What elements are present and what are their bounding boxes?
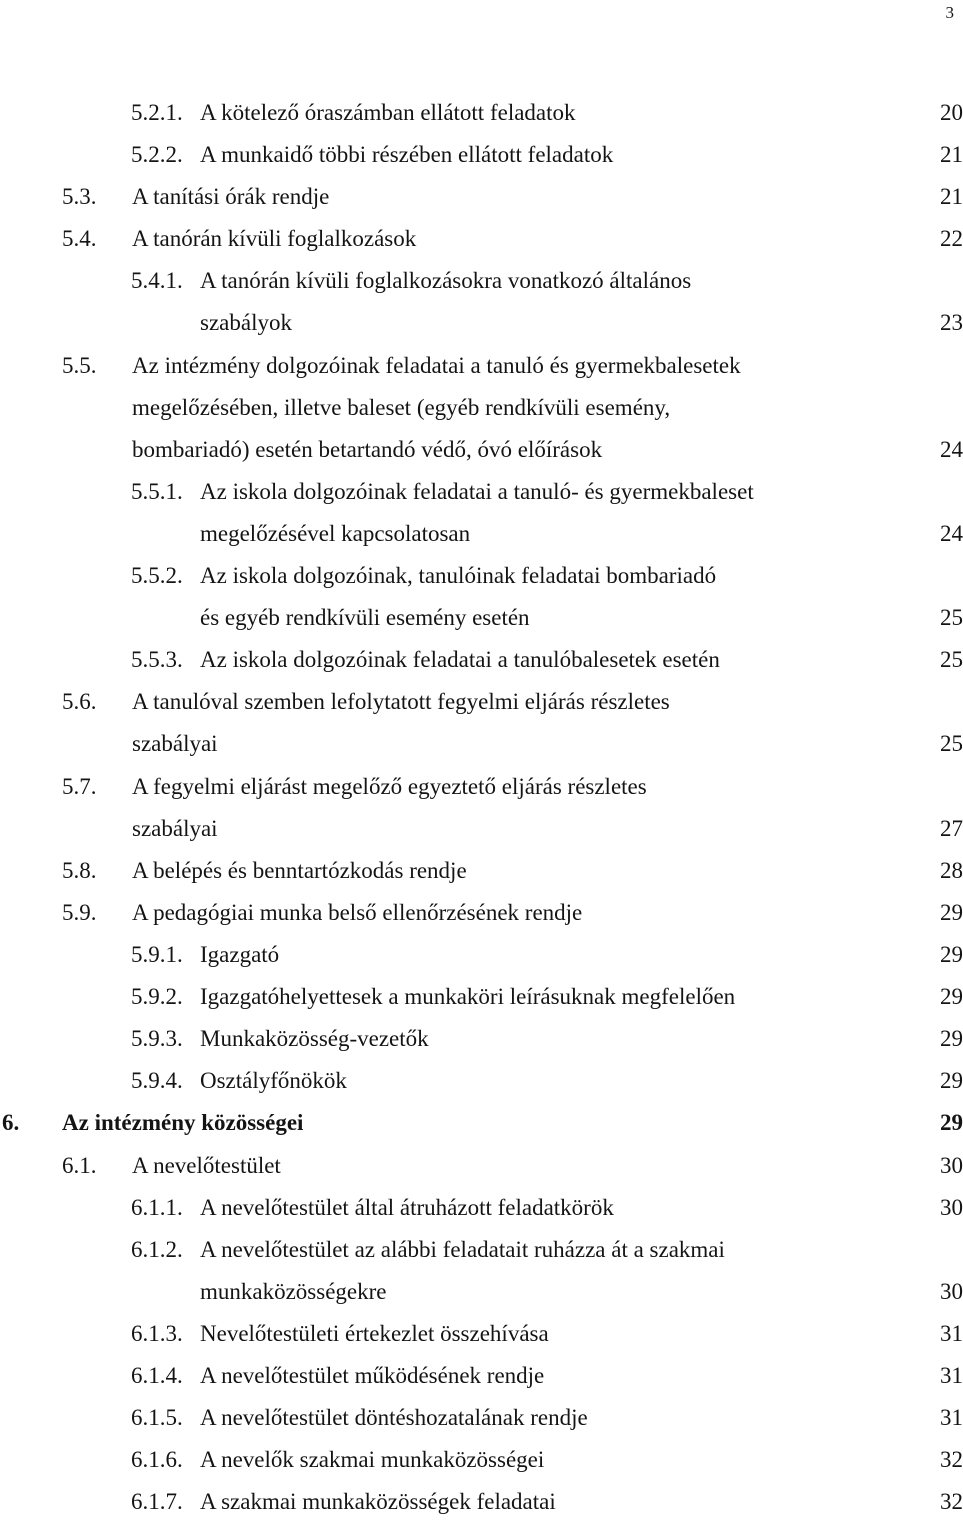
- toc-entry-title-line: szabályok: [200, 310, 292, 336]
- toc-entry-title-line: A tanórán kívüli foglalkozások: [132, 226, 417, 252]
- toc-entry[interactable]: [0, 1145, 963, 1187]
- toc-entry-number: 6.1.6.: [131, 1447, 183, 1473]
- toc-entry[interactable]: [0, 176, 963, 218]
- toc-entry-title-line: A nevelőtestület: [132, 1152, 281, 1178]
- toc-entry-page-number: 25: [940, 605, 963, 631]
- toc-entry-title-line: megelőzésével kapcsolatosan: [200, 520, 471, 546]
- toc-entry-page-number: 30: [940, 1152, 963, 1178]
- toc-entry-title-line: Az iskola dolgozóinak feladatai a tanuló- és gyermekbaleset: [200, 478, 754, 504]
- toc-entry-page-number: 29: [940, 1110, 963, 1136]
- toc-entry-number: 6.1.2.: [131, 1236, 183, 1262]
- toc-entry-title-line: A nevelőtestület döntéshozatalának rendje: [200, 1405, 588, 1431]
- toc-entry-page-number: 21: [940, 142, 963, 168]
- toc-entry-page-number: 28: [940, 857, 963, 883]
- toc-entry-number: 5.4.: [62, 226, 97, 252]
- toc-entry-number: 6.1.: [62, 1152, 97, 1178]
- toc-entry-title-line: A nevelőtestület által átruházott feladatkörök: [200, 1194, 614, 1220]
- toc-entry[interactable]: [0, 1439, 963, 1481]
- toc-entry[interactable]: [0, 766, 963, 850]
- toc-entry-page-number: 31: [940, 1363, 963, 1388]
- toc-entry-number: 5.7.: [62, 773, 97, 799]
- toc-entry-title-line: és egyéb rendkívüli esemény esetén: [200, 605, 530, 631]
- toc-entry-number: 6.1.1.: [131, 1194, 183, 1220]
- toc-entry-title-line: A tanulóval szemben lefolytatott fegyelmi eljárás részletes: [132, 689, 670, 715]
- toc-entry-page-number: 32: [940, 1447, 963, 1473]
- toc-entry-number: 5.9.4.: [131, 1068, 183, 1094]
- toc-entry[interactable]: [0, 260, 963, 344]
- toc-entry[interactable]: [0, 1060, 963, 1102]
- toc-entry-number: 6.1.4.: [131, 1363, 183, 1388]
- toc-entry-number: 5.3.: [62, 184, 97, 210]
- toc-entry-title-line: A tanítási órák rendje: [132, 184, 330, 210]
- toc-entry-page-number: 25: [940, 731, 963, 757]
- toc-entry-title-line: Igazgató: [200, 942, 280, 967]
- toc-entry-number: 5.5.: [62, 352, 97, 378]
- toc-entry-title-line: A munkaidő többi részében ellátott feladatok: [200, 142, 614, 168]
- toc-entry-title-line: A kötelező óraszámban ellátott feladatok: [200, 100, 576, 125]
- toc-entry-page-number: 29: [940, 899, 963, 925]
- toc-entry[interactable]: [0, 1187, 963, 1229]
- toc-entry-title-line: Az intézmény dolgozóinak feladatai a tanuló és gyermekbalesetek: [132, 352, 741, 378]
- toc-entry-title-line: szabályai: [132, 731, 218, 757]
- toc-entry-page-number: 24: [940, 436, 963, 462]
- toc-entry-page-number: 29: [940, 984, 963, 1010]
- toc-entry-page-number: 30: [940, 1194, 963, 1220]
- toc-entry-title-line: A nevelőtestület az alábbi feladatait ruházza át a szakmai: [200, 1236, 725, 1262]
- toc-entry[interactable]: [0, 1313, 963, 1355]
- toc-entry-title-line: Az iskola dolgozóinak feladatai a tanulóbalesetek esetén: [200, 647, 720, 673]
- toc-entry[interactable]: [0, 471, 963, 555]
- toc-entry-page-number: 31: [940, 1405, 963, 1431]
- toc-entry-number: 6.: [2, 1110, 20, 1136]
- toc-entry-page-number: 30: [940, 1278, 963, 1304]
- toc-entry-page-number: 24: [940, 520, 963, 546]
- toc-entry[interactable]: [0, 892, 963, 934]
- toc-entry-title-line: A pedagógiai munka belső ellenőrzésének rendje: [132, 899, 583, 925]
- toc-entry-title-line: A szakmai munkaközösségek feladatai: [200, 1489, 556, 1515]
- toc-entry-number: 5.9.: [62, 899, 97, 925]
- toc-entry-title-line: A tanórán kívüli foglalkozásokra vonatkozó általános: [200, 268, 692, 294]
- toc-entry-number: 5.2.1.: [131, 100, 183, 125]
- toc-entry-title-line: Osztályfőnökök: [200, 1068, 347, 1094]
- toc-entry-title-line: Nevelőtestületi értekezlet összehívása: [200, 1320, 549, 1346]
- toc-entry-number: 5.9.3.: [131, 1026, 183, 1052]
- toc-entry-number: 6.1.7.: [131, 1489, 183, 1515]
- toc-entry-number: 5.8.: [62, 857, 97, 883]
- toc-entry[interactable]: [0, 1229, 963, 1313]
- toc-entry[interactable]: [0, 681, 963, 765]
- toc-entry-page-number: 32: [940, 1489, 963, 1515]
- toc-entry-page-number: 20: [940, 100, 963, 125]
- toc-entry[interactable]: [0, 1355, 963, 1397]
- toc-entry-title-line: A fegyelmi eljárást megelőző egyeztető eljárás részletes: [132, 773, 647, 799]
- toc-entry-number: 5.4.1.: [131, 268, 183, 294]
- toc-entry-title-line: Munkaközösség-vezetők: [200, 1026, 429, 1052]
- toc-entry[interactable]: [0, 1018, 963, 1060]
- toc-entry[interactable]: [0, 345, 963, 471]
- toc-entry[interactable]: [0, 1397, 963, 1439]
- toc-entry[interactable]: [0, 218, 963, 260]
- toc-entry-title-line: Igazgatóhelyettesek a munkaköri leírásuknak megfelelően: [200, 984, 736, 1010]
- toc-entry[interactable]: [0, 1481, 963, 1523]
- toc-entry-page-number: 22: [940, 226, 963, 252]
- toc-entry[interactable]: [0, 1102, 963, 1144]
- toc-entry-page-number: 31: [940, 1320, 963, 1346]
- toc-entry-number: 5.5.1.: [131, 478, 183, 504]
- toc-entry[interactable]: [0, 92, 963, 134]
- toc-entry[interactable]: [0, 134, 963, 176]
- toc-entry-page-number: 25: [940, 647, 963, 673]
- toc-entry-page-number: 29: [940, 1068, 963, 1094]
- toc-entry-number: 5.5.2.: [131, 563, 183, 589]
- toc-entry-title-line: szabályai: [132, 815, 218, 841]
- toc-entry[interactable]: [0, 639, 963, 681]
- toc-entry-title-line: munkaközösségekre: [200, 1278, 387, 1304]
- toc-entry-title-line: Az iskola dolgozóinak, tanulóinak feladatai bombariadó: [200, 563, 717, 589]
- toc-entry-number: 5.9.2.: [131, 984, 183, 1010]
- toc-entry-page-number: 27: [940, 815, 963, 841]
- toc-entry-number: 6.1.5.: [131, 1405, 183, 1431]
- toc-entry[interactable]: [0, 976, 963, 1018]
- toc-entry[interactable]: [0, 850, 963, 892]
- toc-entry-title-line: A nevelők szakmai munkaközösségei: [200, 1447, 545, 1473]
- toc-entry-title-line: Az intézmény közösségei: [62, 1110, 304, 1136]
- toc-entry-page-number: 29: [940, 942, 963, 967]
- toc-entry-number: 6.1.3.: [131, 1320, 183, 1346]
- toc-entry-number: 5.2.2.: [131, 142, 183, 168]
- toc-entry[interactable]: [0, 934, 963, 976]
- toc-entry-number: 5.9.1.: [131, 942, 183, 967]
- toc-entry-title-line: A belépés és benntartózkodás rendje: [132, 857, 467, 883]
- toc-entry-title-line: A nevelőtestület működésének rendje: [200, 1363, 545, 1388]
- page-number: 3: [945, 3, 954, 22]
- toc-entry-title-line: bombariadó) esetén betartandó védő, óvó előírások: [132, 436, 603, 462]
- toc-entry-number: 5.5.3.: [131, 647, 183, 673]
- toc-entry-page-number: 23: [940, 310, 963, 336]
- toc-entry-page-number: 21: [940, 184, 963, 210]
- toc-entry[interactable]: [0, 555, 963, 639]
- toc-entry-page-number: 29: [940, 1026, 963, 1052]
- toc-entry-title-line: megelőzésében, illetve baleset (egyéb rendkívüli esemény,: [132, 394, 671, 420]
- toc-entry-number: 5.6.: [62, 689, 97, 715]
